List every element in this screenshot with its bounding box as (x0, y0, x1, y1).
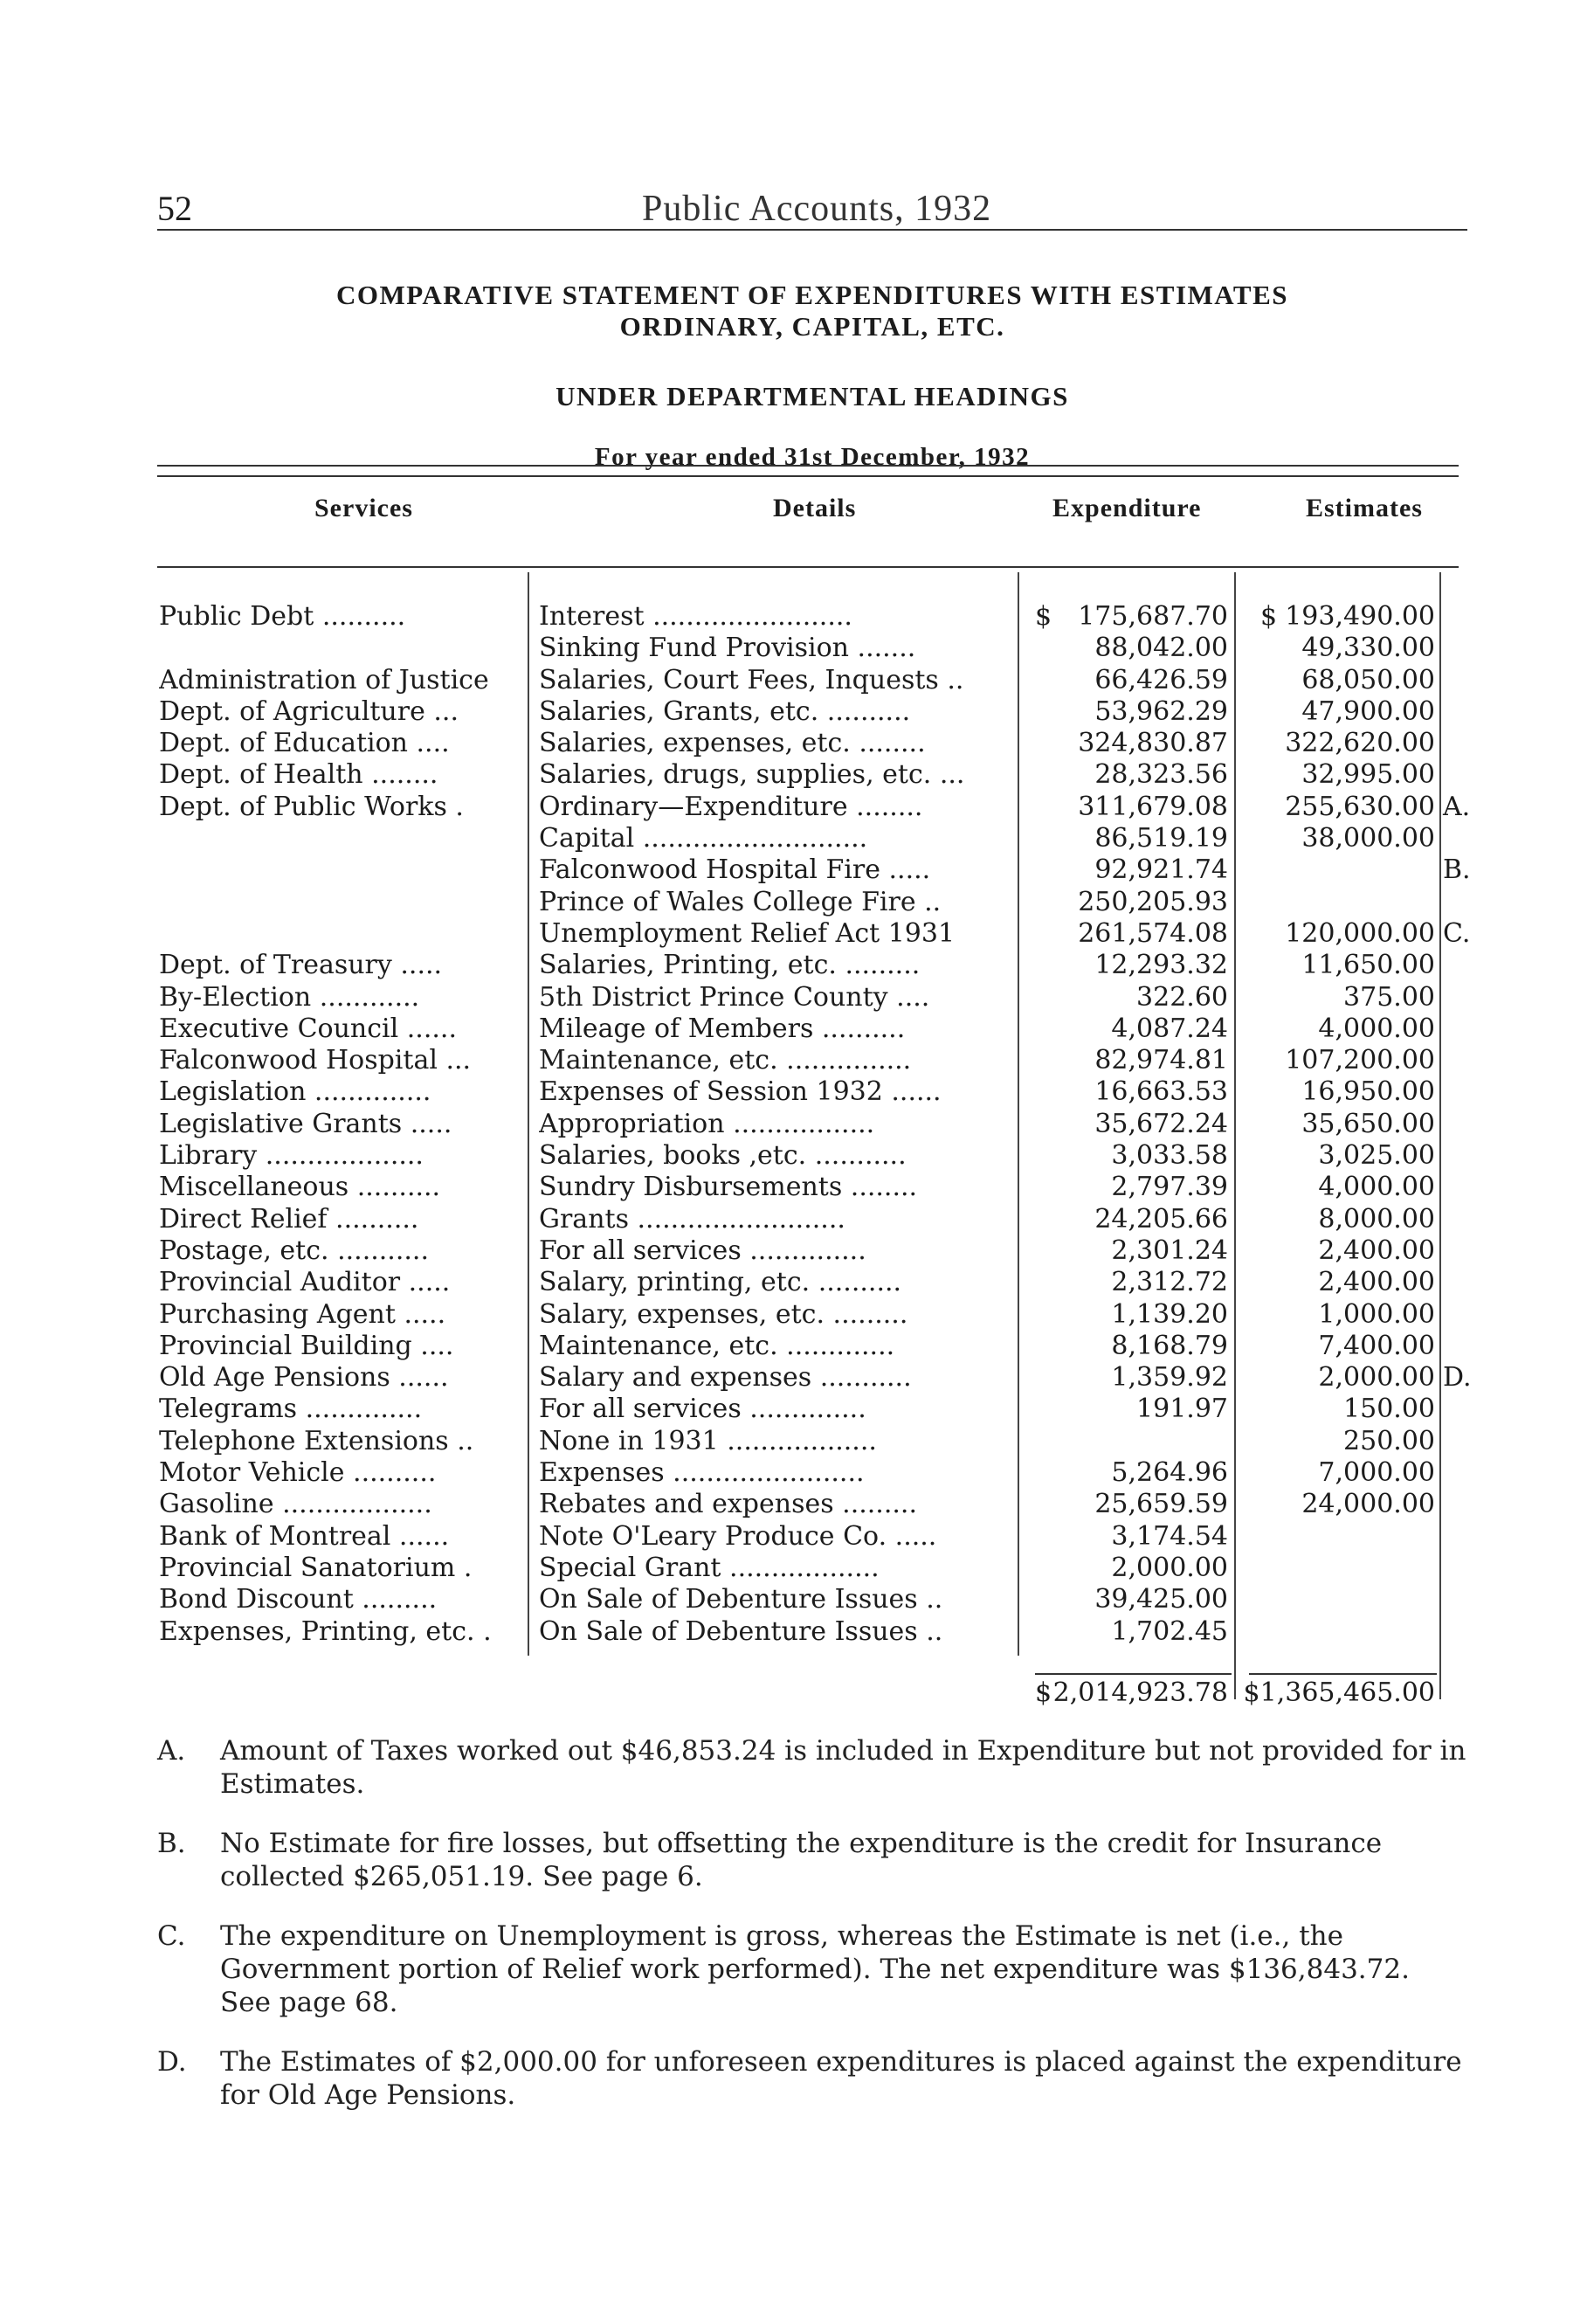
service-cell: Library ................... (159, 1140, 424, 1172)
table-row (0, 1140, 1594, 1172)
service-cell: Public Debt .......... (159, 601, 406, 632)
estimate-cell: 47,900.00 (1301, 695, 1435, 727)
table-row (0, 1013, 1594, 1045)
expenditure-cell: 8,168.79 (1111, 1330, 1228, 1361)
table-row (0, 854, 1594, 886)
table-row (0, 982, 1594, 1013)
service-cell: Executive Council ...... (159, 1013, 457, 1044)
expenditure-cell: 82,974.81 (1094, 1045, 1228, 1076)
estimate-cell: 68,050.00 (1301, 664, 1435, 695)
estimate-cell: 2,400.00 (1318, 1267, 1435, 1298)
table-row (0, 1553, 1594, 1584)
expenditure-cell: 3,174.54 (1111, 1520, 1228, 1552)
table-row (0, 1267, 1594, 1298)
expenditure-cell: 1,702.45 (1111, 1615, 1228, 1647)
expenditure-cell: 2,312.72 (1111, 1267, 1228, 1298)
expenditure-cell: 322.60 (1136, 981, 1228, 1013)
service-cell: By-Election ............ (159, 981, 420, 1013)
service-cell: Provincial Sanatorium . (159, 1552, 473, 1583)
service-cell: Dept. of Public Works . (159, 791, 464, 822)
footnote-text: The expenditure on Unemployment is gross, whereas the Estimate is net (i.e., the Government portion of Relief work performed). The net expenditure was $136,843.72. See page 68. (220, 1920, 1410, 2018)
service-cell: Postage, etc. ........... (159, 1235, 429, 1266)
total-dollar-sign: $ (1035, 1677, 1052, 1708)
estimate-cell: 322,620.00 (1285, 728, 1435, 759)
table-row (0, 1616, 1594, 1648)
estimate-dollar-sign: $ (1260, 601, 1278, 632)
detail-cell: Prince of Wales College Fire .. (539, 886, 942, 917)
expenditure-cell: 1,359.92 (1111, 1362, 1228, 1394)
table-row (0, 1584, 1594, 1615)
note-marker: D. (1443, 1362, 1472, 1394)
detail-cell: Salaries, Court Fees, Inquests .. (539, 664, 964, 695)
detail-cell: Salary, printing, etc. .......... (539, 1267, 902, 1298)
table-row (0, 1489, 1594, 1520)
expenditure-cell: 25,659.59 (1094, 1489, 1228, 1520)
totals-row (0, 1676, 1594, 1711)
column-header-services: Services (314, 494, 413, 522)
service-cell: Administration of Justice (159, 664, 489, 695)
column-header-expenditure: Expenditure (1052, 494, 1202, 522)
detail-cell: Sinking Fund Provision ....... (539, 633, 916, 664)
expenditure-cell: 24,205.66 (1094, 1203, 1228, 1235)
estimate-cell: 255,630.00 (1285, 791, 1435, 822)
page-number: 52 (157, 189, 192, 228)
service-cell: Provincial Auditor ..... (159, 1267, 451, 1298)
table-row (0, 823, 1594, 854)
table-row (0, 918, 1594, 950)
expenditure-cell: 191.97 (1136, 1394, 1228, 1425)
detail-cell: Salary and expenses ........... (539, 1362, 912, 1394)
table-row (0, 950, 1594, 981)
total-expenditure: 2,014,923.78 (1052, 1677, 1228, 1708)
expenditure-table-body (0, 601, 1594, 1648)
estimate-cell: 1,000.00 (1318, 1298, 1435, 1330)
estimate-cell: 4,000.00 (1318, 1172, 1435, 1203)
table-row (0, 1045, 1594, 1076)
total-rule (1249, 1673, 1437, 1675)
estimate-cell: 7,400.00 (1318, 1330, 1435, 1361)
footnote-text: The Estimates of $2,000.00 for unforeseen expenditures is placed against the expenditure for Old Age Pensions. (220, 2046, 1462, 2111)
expenditure-cell: 2,301.24 (1111, 1235, 1228, 1266)
table-row (0, 1362, 1594, 1394)
service-cell: Old Age Pensions ...... (159, 1362, 449, 1394)
table-row (0, 1331, 1594, 1362)
detail-cell: On Sale of Debenture Issues .. (539, 1584, 943, 1615)
service-cell: Falconwood Hospital ... (159, 1045, 472, 1076)
estimate-cell: 7,000.00 (1318, 1457, 1435, 1489)
detail-cell: Rebates and expenses ......... (539, 1489, 917, 1520)
estimate-cell: 8,000.00 (1318, 1203, 1435, 1235)
detail-cell: Maintenance, etc. ............. (539, 1330, 895, 1361)
expenditure-cell: 3,033.58 (1111, 1140, 1228, 1172)
estimate-cell: 150.00 (1343, 1394, 1435, 1425)
service-cell: Direct Relief .......... (159, 1203, 419, 1235)
footnote-mark: C. (157, 1920, 186, 1952)
detail-cell: For all services .............. (539, 1394, 866, 1425)
expenditure-cell: 92,921.74 (1094, 854, 1228, 886)
table-row (0, 1394, 1594, 1425)
estimate-cell: 38,000.00 (1301, 823, 1435, 854)
table-row (0, 1204, 1594, 1235)
table-row (0, 1076, 1594, 1108)
expenditure-cell: 35,672.24 (1094, 1108, 1228, 1139)
detail-cell: Salaries, drugs, supplies, etc. ... (539, 759, 965, 791)
detail-cell: Falconwood Hospital Fire ..... (539, 854, 931, 886)
detail-cell: On Sale of Debenture Issues .. (539, 1615, 943, 1647)
expenditure-cell: 66,426.59 (1094, 664, 1228, 695)
table-row (0, 1172, 1594, 1203)
expenditure-cell: 1,139.20 (1111, 1298, 1228, 1330)
estimate-cell: 120,000.00 (1285, 917, 1435, 949)
expenditure-cell: 175,687.70 (1078, 601, 1228, 632)
note-marker: A. (1443, 791, 1471, 822)
service-cell: Expenses, Printing, etc. . (159, 1615, 492, 1647)
estimate-cell: 16,950.00 (1301, 1076, 1435, 1108)
footnote (157, 1919, 1467, 2019)
footnote-text: No Estimate for fire losses, but offsetting the expenditure is the credit for Insurance collected $265,051.19. See page 6. (220, 1828, 1383, 1892)
estimate-cell: 24,000.00 (1301, 1489, 1435, 1520)
table-row (0, 1109, 1594, 1140)
service-cell: Dept. of Treasury ..... (159, 950, 443, 981)
estimate-cell: 2,000.00 (1318, 1362, 1435, 1394)
table-row (0, 759, 1594, 791)
detail-cell: Maintenance, etc. ............... (539, 1045, 912, 1076)
expenditure-cell: 250,205.93 (1078, 886, 1228, 917)
detail-cell: Note O'Leary Produce Co. ..... (539, 1520, 937, 1552)
title-line-1: COMPARATIVE STATEMENT OF EXPENDITURES WITH ESTIMATES (336, 280, 1288, 310)
detail-cell: Expenses of Session 1932 ...... (539, 1076, 942, 1108)
expenditure-cell: 16,663.53 (1094, 1076, 1228, 1108)
estimate-cell: 3,025.00 (1318, 1140, 1435, 1172)
estimate-cell: 193,490.00 (1285, 601, 1435, 632)
table-row (0, 665, 1594, 696)
service-cell: Legislation .............. (159, 1076, 431, 1108)
service-cell: Telephone Extensions .. (159, 1425, 474, 1456)
service-cell: Purchasing Agent ..... (159, 1298, 446, 1330)
table-header-rule (157, 566, 1459, 568)
total-estimates: $1,365,465.00 (1243, 1677, 1435, 1708)
detail-cell: Appropriation ................. (539, 1108, 875, 1139)
footnotes (157, 1734, 1467, 2138)
footnote (157, 1734, 1467, 1801)
detail-cell: Salaries, Printing, etc. ......... (539, 950, 921, 981)
table-row (0, 1457, 1594, 1489)
footnote (157, 2045, 1467, 2112)
table-row (0, 601, 1594, 633)
detail-cell: 5th District Prince County .... (539, 981, 930, 1013)
detail-cell: For all services .............. (539, 1235, 866, 1266)
detail-cell: Interest ........................ (539, 601, 852, 632)
service-cell: Miscellaneous .......... (159, 1172, 441, 1203)
service-cell: Dept. of Agriculture ... (159, 695, 459, 727)
estimate-cell: 250.00 (1343, 1425, 1435, 1456)
footnote-text: Amount of Taxes worked out $46,853.24 is included in Expenditure but not provided for in Estimates. (220, 1735, 1466, 1800)
estimate-cell: 32,995.00 (1301, 759, 1435, 791)
detail-cell: Ordinary—Expenditure ........ (539, 791, 923, 822)
service-cell: Gasoline .................. (159, 1489, 432, 1520)
detail-cell: Expenses ....................... (539, 1457, 865, 1489)
table-row (0, 1426, 1594, 1457)
table-row (0, 696, 1594, 728)
running-header (157, 188, 1467, 232)
expenditure-cell: 261,574.08 (1078, 917, 1228, 949)
total-rule (1035, 1673, 1232, 1675)
title-line-4: For year ended 31st December, 1932 (594, 443, 1031, 471)
detail-cell: Salaries, expenses, etc. ........ (539, 728, 926, 759)
expenditure-cell: 12,293.32 (1094, 950, 1228, 981)
table-row (0, 1521, 1594, 1553)
statement-titles (157, 280, 1467, 472)
table-row (0, 792, 1594, 823)
detail-cell: Grants ......................... (539, 1203, 845, 1235)
estimate-cell: 4,000.00 (1318, 1013, 1435, 1044)
detail-cell: Salaries, Grants, etc. .......... (539, 695, 911, 727)
estimate-cell: 375.00 (1343, 981, 1435, 1013)
detail-cell: None in 1931 .................. (539, 1425, 877, 1456)
service-cell: Dept. of Health ........ (159, 759, 438, 791)
detail-cell: Special Grant .................. (539, 1552, 880, 1583)
expenditure-cell: 2,000.00 (1111, 1552, 1228, 1583)
note-marker: B. (1443, 854, 1471, 886)
table-row (0, 1299, 1594, 1331)
footnote-mark: A. (157, 1735, 186, 1767)
note-marker: C. (1443, 917, 1471, 949)
service-cell: Dept. of Education .... (159, 728, 450, 759)
service-cell: Bond Discount ......... (159, 1584, 438, 1615)
column-header-details: Details (773, 494, 857, 522)
footnote-mark: B. (157, 1828, 186, 1859)
table-row (0, 728, 1594, 759)
expenditure-cell: 86,519.19 (1094, 823, 1228, 854)
expenditure-cell: 5,264.96 (1111, 1457, 1228, 1489)
expenditure-cell: 39,425.00 (1094, 1584, 1228, 1615)
column-header-estimates: Estimates (1306, 494, 1423, 522)
title-line-2: ORDINARY, CAPITAL, ETC. (619, 311, 1005, 342)
running-title: Public Accounts, 1932 (642, 189, 992, 229)
detail-cell: Mileage of Members .......... (539, 1013, 906, 1044)
expenditure-cell: 53,962.29 (1094, 695, 1228, 727)
expenditure-cell: 88,042.00 (1094, 633, 1228, 664)
service-cell: Bank of Montreal ...... (159, 1520, 450, 1552)
title-line-3: UNDER DEPARTMENTAL HEADINGS (555, 381, 1069, 412)
footnote-mark: D. (157, 2046, 187, 2078)
estimate-cell: 11,650.00 (1301, 950, 1435, 981)
expenditure-cell: 4,087.24 (1111, 1013, 1228, 1044)
table-row (0, 1235, 1594, 1267)
detail-cell: Salary, expenses, etc. ......... (539, 1298, 908, 1330)
double-rule (157, 465, 1459, 477)
estimate-cell: 107,200.00 (1285, 1045, 1435, 1076)
service-cell: Provincial Building .... (159, 1330, 454, 1361)
detail-cell: Capital ........................... (539, 823, 868, 854)
service-cell: Legislative Grants ..... (159, 1108, 452, 1139)
service-cell: Telegrams .............. (159, 1394, 423, 1425)
detail-cell: Unemployment Relief Act 1931 (539, 917, 956, 949)
expenditure-cell: 324,830.87 (1078, 728, 1228, 759)
service-cell: Motor Vehicle .......... (159, 1457, 437, 1489)
header-rule (157, 229, 1467, 231)
expenditure-cell: 28,323.56 (1094, 759, 1228, 791)
expenditure-cell: 2,797.39 (1111, 1172, 1228, 1203)
detail-cell: Salaries, books ,etc. ........... (539, 1140, 907, 1172)
estimate-cell: 2,400.00 (1318, 1235, 1435, 1266)
expenditure-dollar-sign: $ (1035, 601, 1052, 632)
table-row (0, 887, 1594, 918)
estimate-cell: 35,650.00 (1301, 1108, 1435, 1139)
table-row (0, 633, 1594, 664)
expenditure-cell: 311,679.08 (1078, 791, 1228, 822)
footnote (157, 1827, 1467, 1893)
detail-cell: Sundry Disbursements ........ (539, 1172, 918, 1203)
estimate-cell: 49,330.00 (1301, 633, 1435, 664)
